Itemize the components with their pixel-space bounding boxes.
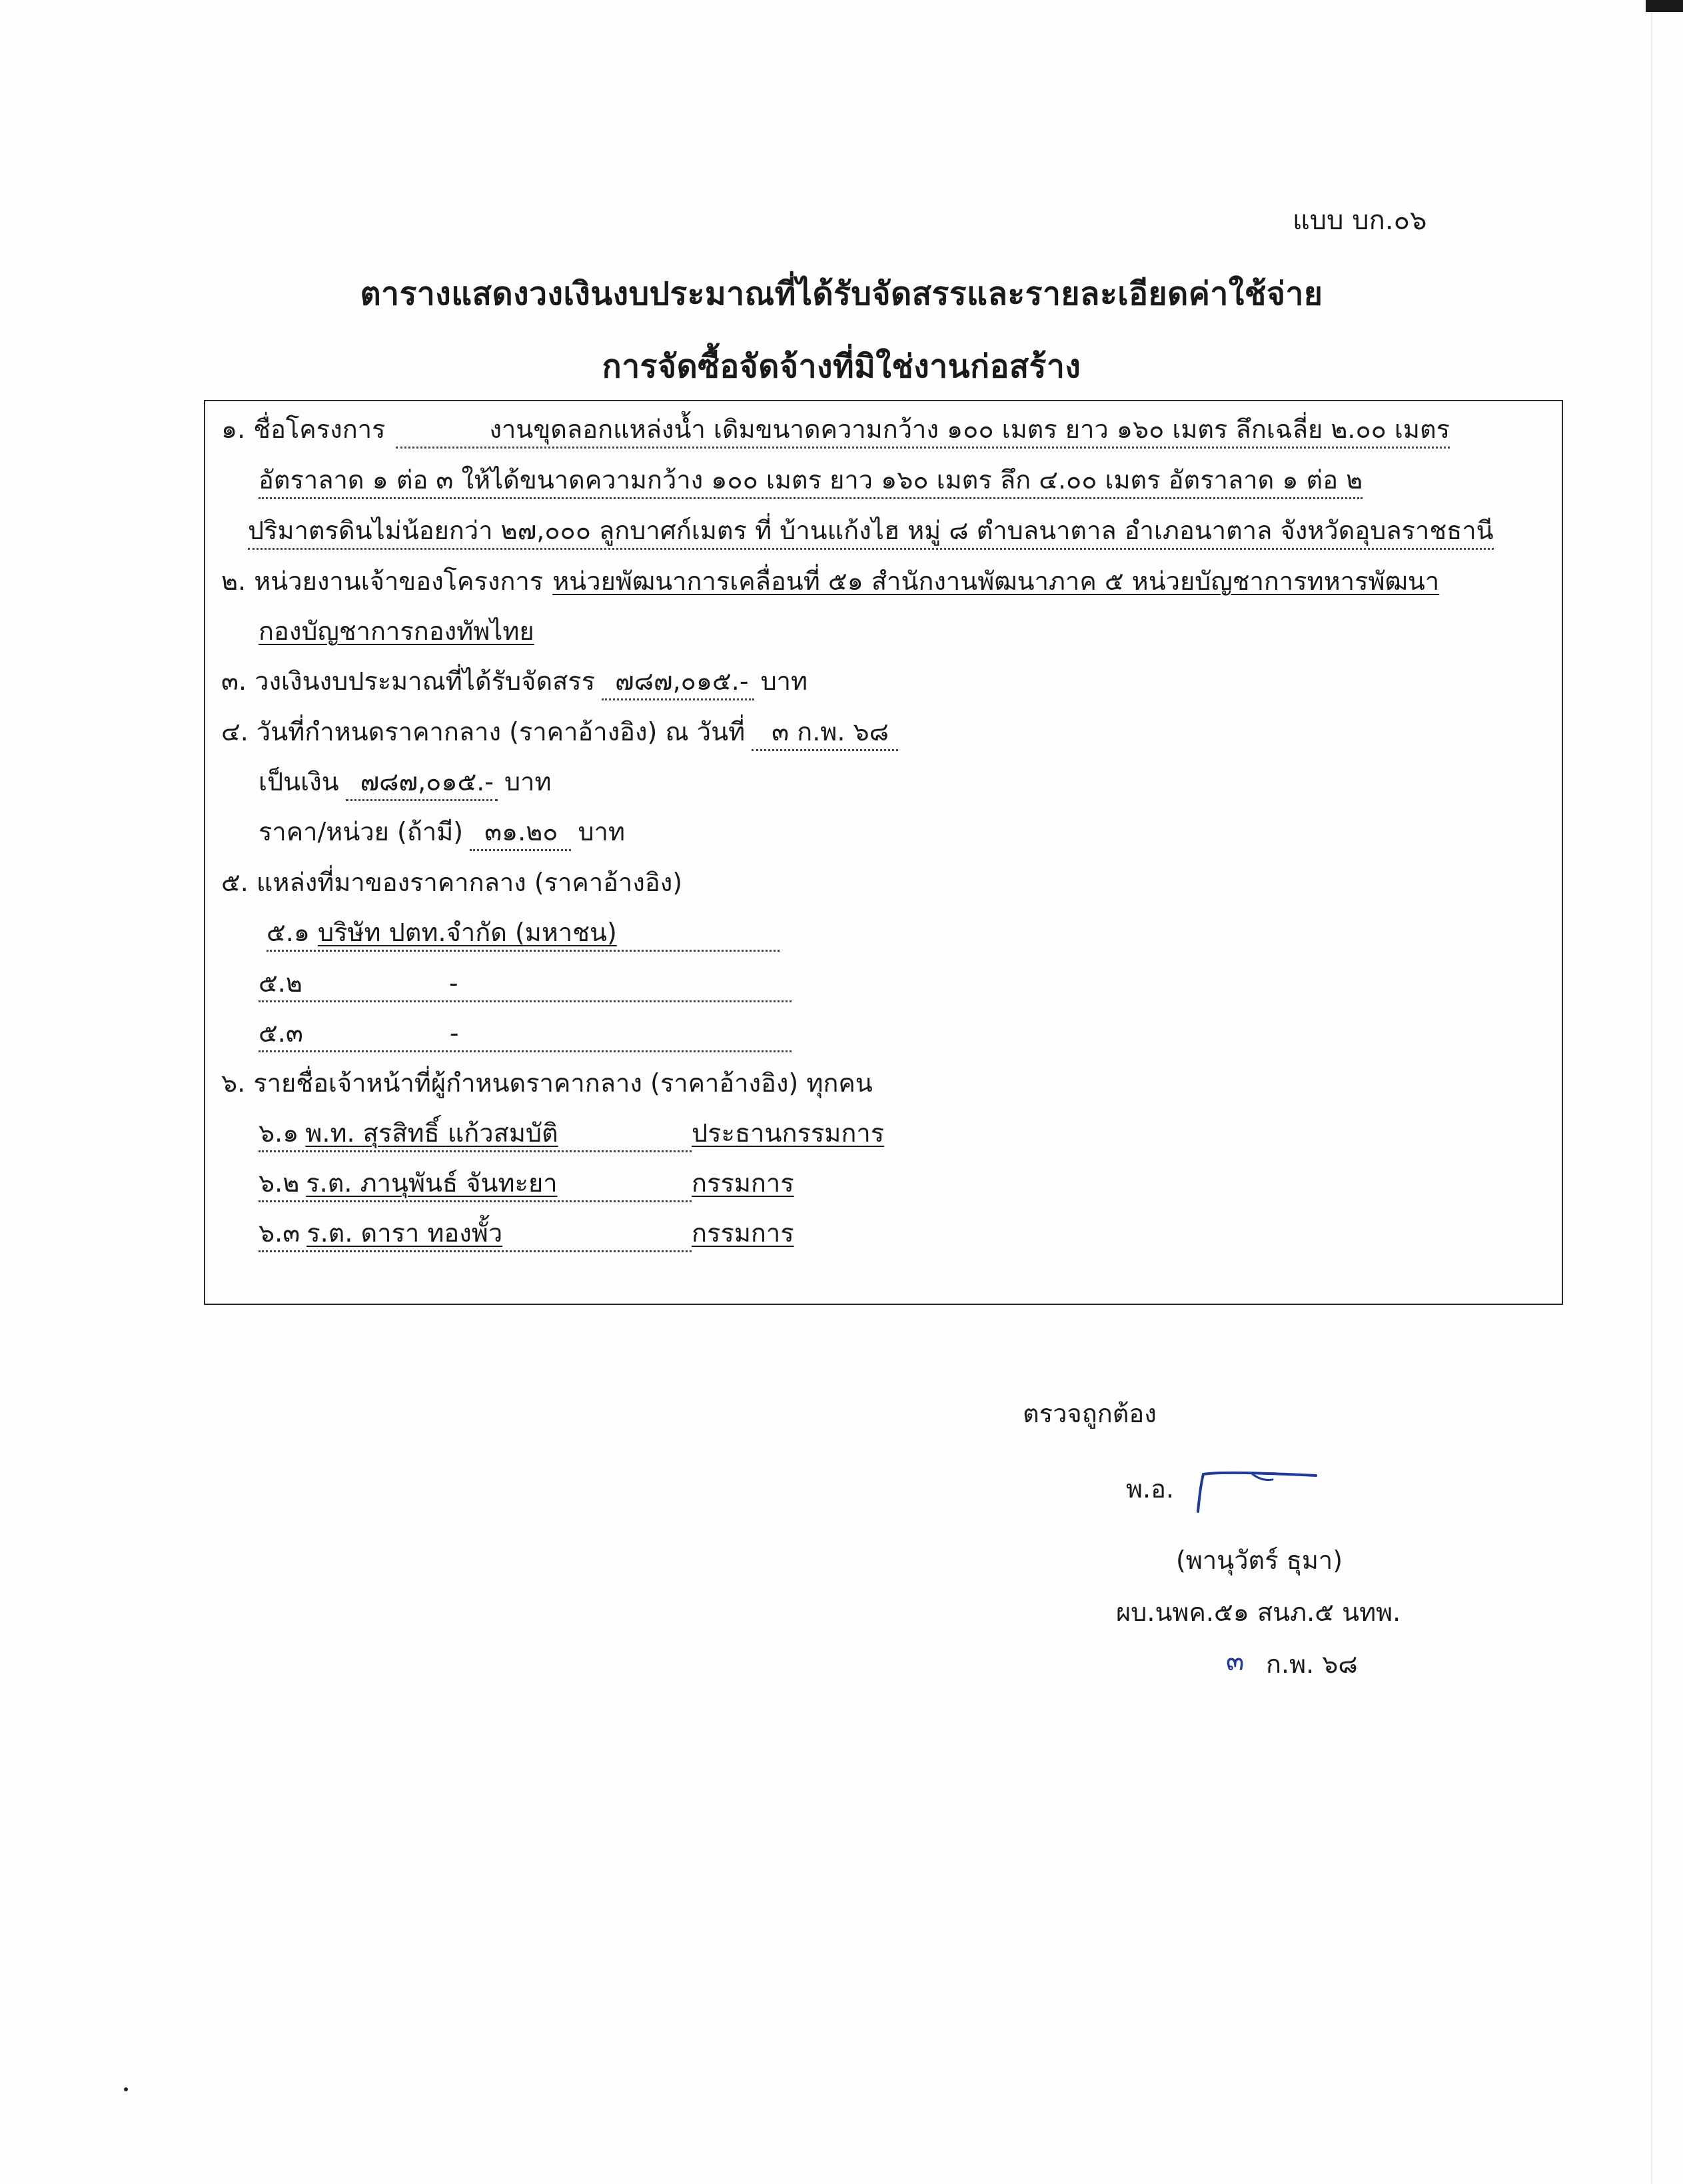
item1-label: ๑. ชื่อโครงการ [221, 415, 386, 444]
officer-name: ร.ต. ดารา ทองพั้ว [306, 1218, 503, 1248]
item4-unit-price-label: ราคา/หน่วย (ถ้ามี) [259, 817, 464, 846]
item4-date: ๓ ก.พ. ๖๘ [752, 717, 898, 751]
item4-amount-row [259, 767, 552, 801]
officer-number: ๖.๑ [259, 1118, 299, 1148]
item1-project-line3 [248, 516, 1494, 550]
verification-date: ก.พ. ๖๘ [1266, 1649, 1358, 1679]
scan-speck [124, 2087, 128, 2091]
officer-name: พ.ท. สุรสิทธิ์ แก้วสมบัติ [305, 1118, 558, 1148]
source-number: ๕.๓ [259, 1018, 303, 1048]
document-title: ตารางแสดงวงเงินงบประมาณที่ได้รับจัดสรรและรายละเอียดค่าใช้จ่าย [360, 275, 1323, 313]
source-number: ๕.๒ [259, 968, 302, 998]
item1-line2-text: อัตราลาด ๑ ต่อ ๓ ให้ได้ขนาดความกว้าง ๑๐๐ เมตร ยาว ๑๖๐ เมตร ลึก ๔.๐๐ เมตร อัตราลาด ๑ ต่อ ๒ [259, 465, 1363, 499]
verification-heading: ตรวจถูกต้อง [1023, 1399, 1157, 1428]
item2-label: ๒. หน่วยงานเจ้าของโครงการ [221, 566, 544, 596]
verifier-position: ผบ.นพค.๕๑ สนภ.๕ นทพ. [1116, 1598, 1401, 1627]
item5-source-3 [259, 1018, 792, 1052]
item6-officer-2 [259, 1168, 794, 1202]
item4-unit-price-row [259, 817, 625, 851]
item6-officer-3 [259, 1218, 794, 1252]
item3-amount: ๗๘๗,๐๑๕.- [602, 666, 754, 700]
officer-number: ๖.๓ [259, 1218, 300, 1248]
item1-row [221, 415, 1450, 449]
handwritten-signature [1179, 1465, 1319, 1518]
handwritten-day: ๓ [1226, 1646, 1245, 1677]
item3-row [221, 666, 808, 700]
item2-org-row2 [259, 616, 534, 647]
item4-amount-label: เป็นเงิน [259, 767, 339, 796]
item4-label: ๔. วันที่กำหนดราคากลาง (ราคาอ้างอิง) ณ วันที่ [221, 717, 746, 746]
document-subtitle: การจัดซื้อจัดจ้างที่มิใช่งานก่อสร้าง [602, 348, 1081, 385]
officer-role: กรรมการ [692, 1168, 794, 1198]
item5-source-2 [259, 968, 792, 1002]
form-code: แบบ บก.๐๖ [1293, 205, 1427, 236]
item4-row [221, 717, 898, 751]
item5-source-1 [267, 918, 780, 952]
officer-number: ๖.๒ [259, 1168, 300, 1198]
source-value: บริษัท ปตท.จำกัด (มหาชน) [317, 918, 617, 947]
scan-edge-mark [1646, 0, 1683, 12]
item2-row [221, 566, 1439, 597]
item1-project-line2 [259, 465, 1363, 499]
source-value: - [448, 968, 458, 998]
item4-amount-unit: บาท [504, 767, 552, 796]
item3-label: ๓. วงเงินงบประมาณที่ได้รับจัดสรร [221, 666, 596, 696]
item1-line3-text: ปริมาตรดินไม่น้อยกว่า ๒๗,๐๐๐ ลูกบาศก์เมตร ที่ บ้านแก้งไฮ หมู่ ๘ ตำบลนาตาล อำเภอนาตาล จังหวัดอุบลราชธานี [248, 516, 1494, 550]
source-value: - [449, 1018, 459, 1048]
item3-unit: บาท [760, 666, 808, 696]
item6-officer-1 [259, 1118, 884, 1152]
officer-role: ประธานกรรมการ [692, 1118, 885, 1148]
item2-org-line2: กองบัญชาการกองทัพไทย [259, 616, 534, 646]
source-number: ๕.๑ [267, 918, 310, 947]
item1-project-line1: งานขุดลอกแหล่งน้ำ เดิมขนาดความกว้าง ๑๐๐ เมตร ยาว ๑๖๐ เมตร ลึกเฉลี่ย ๒.๐๐ เมตร [396, 415, 1450, 449]
scan-edge [1651, 0, 1652, 2184]
officer-role: กรรมการ [692, 1218, 794, 1248]
verifier-rank: พ.อ. [1126, 1474, 1175, 1504]
verifier-name: (พานุวัตร์ ธุมา) [1176, 1546, 1343, 1575]
item5-label: ๕. แหล่งที่มาของราคากลาง (ราคาอ้างอิง) [221, 868, 683, 897]
officer-name: ร.ต. ภานุพันธ์ จันทะยา [306, 1168, 558, 1198]
item4-unit-price-unit: บาท [578, 817, 625, 846]
item4-amount: ๗๘๗,๐๑๕.- [346, 767, 498, 801]
item2-org-line1: หน่วยพัฒนาการเคลื่อนที่ ๕๑ สำนักงานพัฒนาภาค ๕ หน่วยบัญชาการทหารพัฒนา [552, 566, 1440, 596]
item6-label: ๖. รายชื่อเจ้าหน้าที่ผู้กำหนดราคากลาง (ราคาอ้างอิง) ทุกคน [221, 1068, 873, 1098]
item4-unit-price: ๓๑.๒๐ [470, 817, 571, 851]
